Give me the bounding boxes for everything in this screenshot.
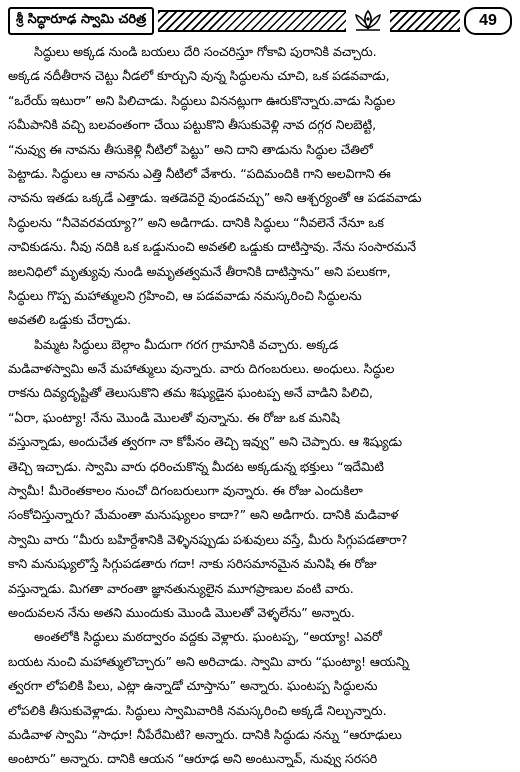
text-line: జలనిధిలో మృత్యువు నుండి అమృతత్వమనే తీరానికి దాటిస్తాను” అని పలుకగా, xyxy=(8,263,391,279)
text-line: బయట నుంచి మహాత్ములొచ్చారు” అని అరిచాడు. స్వామి వారు “ఘంట్యా! ఆయన్ని xyxy=(8,653,409,669)
text-line: సిద్ధులను “నీవెవరవయ్యా?” అని అడిగాడు. దానికి సిద్ధులు “నీవలెనే నేనూ ఒక xyxy=(8,214,384,230)
text-line: అంటారు” అన్నారు. దానికి ఆయన “ఆరూఢ అని అంటున్నావ్, నువ్వు సరసరి xyxy=(8,751,378,767)
text-line: వస్తున్నాడు. మిగతా వారంతా జ్ఞానతున్యులైన మూగప్రాణుల వంటి వారు. xyxy=(8,580,354,596)
lotus-ornament-icon xyxy=(350,7,386,35)
text-line: రాకను దివ్యదృష్టితో తెలుసుకొని తమ శిష్యుడైన ఘంటప్ప అనే వాడిని పిలిచి, xyxy=(8,385,373,401)
page-number xyxy=(464,7,512,35)
book-page xyxy=(8,6,512,767)
text-line: పిమ్మట సిద్ధులు బెల్గాం మీదుగా గరగ గ్రామానికి వచ్చారు. అక్కడ xyxy=(34,336,339,352)
text-line: తెచ్చి ఇచ్చాడు. స్వామి వారు ధరించుకొన్న మీదట అక్కడున్న భక్తులు “ఇదేమిటి xyxy=(8,458,384,474)
text-line: స్వామి వారు “మీరు బహిర్దేశానికి వెళ్ళినప్పుడు పశువులు వస్తే, మీరు సిగ్గుపడతారా? xyxy=(8,531,408,547)
text-line: “ఏరా, ఘంట్యా! నేను మొండి మొలతో వున్నాను. ఈ రోజు ఒక మనిషి xyxy=(8,409,340,425)
text-line: వస్తున్నాడు, అందుచేత త్వరగా నా కోపీనం తెచ్చి ఇవ్వు” అని చెప్పారు. ఆ శిష్యుడు xyxy=(8,434,403,450)
running-title-text: శ్రీ సిద్ధారూఢ స్వామి చరిత్ర xyxy=(16,12,147,27)
text-line: పెట్టాడు. సిద్ధులు ఆ నావను ఎత్తి నీటిలో వేశారు. “పదిమందికి గాని అలవిగాని ఈ xyxy=(8,165,391,181)
text-line: నావను ఇతడు ఒక్కడే ఎత్తాడు. ఇతడెవరై వుండవచ్చు” అని ఆశ్చర్యంతో ఆ పడవవాడు xyxy=(8,190,422,206)
text-line: అందువలన నేను అతని ముందుకు మొండి మొలతో వెళ్ళలేను” అన్నారు. xyxy=(8,604,355,620)
text-line: మడివాళ స్వామి “సాధూ! నీపేరేమిటి? అన్నారు. దానికి సిద్ధుడు నన్ను “ఆరూఢులు xyxy=(8,726,402,742)
page-header xyxy=(8,6,512,36)
text-line: సిద్ధులు గొప్ప మహాత్ములని గ్రహించి, ఆ పడవవాడు నమస్కరించి సిద్ధులను xyxy=(8,287,362,303)
text-line: సంకోచిస్తున్నారు? మేమంతా మనుష్యులం కాదా?” అని అడిగారు. దానికి మడివాళ xyxy=(8,507,399,523)
text-line: అక్కడ నదీతీరాన చెట్టు నీడలో కూర్చుని వున్న సిద్ధులను చూచి, ఒక పడవవాడు, xyxy=(8,68,390,84)
text-line: సిద్ధులు అక్కడ నుండి బయలు దేరి సంచరిస్తూ గోకావి పురానికి వచ్చారు. xyxy=(34,44,377,59)
header-hatch-left xyxy=(158,10,346,32)
text-line: స్వామీ! మీరెంతకాలం నుంచో దిగంబరులుగా వున్నారు. ఈ రోజు ఎందుకిలా xyxy=(8,483,363,499)
text-line: “ఒరేయ్ ఇటురా” అని పిలిచాడు. సిద్ధులు విననట్లుగా ఊరుకొన్నారు.వాడు సిద్ధుల xyxy=(8,92,396,108)
running-title xyxy=(8,7,154,35)
text-line: అవతలి ఒడ్డుకు చేర్చాడు. xyxy=(8,312,131,328)
text-line: మడివాళస్వామి అనే మహాత్ములు వున్నారు. వారు దిగంబరులు. అంధులు. సిద్ధుల xyxy=(8,361,395,377)
body-text xyxy=(8,40,512,772)
text-line: అంతలోకి సిద్ధులు మఠద్వారం వద్దకు వెళ్లారు. ఘంటప్ప, “అయ్యా! ఎవరో xyxy=(34,629,382,645)
text-line: “నువ్వు ఈ నావను తీసుకెళ్లి నీటిలో పెట్టు” అని దాని తాడును సిద్ధుల చేతిలో xyxy=(8,141,373,157)
text-line: లోపలికి తీసుకువెళ్లాడు. సిద్ధులు స్వామివారికి నమస్కరించి అక్కడే నిల్చున్నారు. xyxy=(8,702,387,718)
text-line: సమీపానికి వచ్చి బలవంతంగా చేయి పట్టుకొని తీసుకువెళ్లి నావ దగ్గర నిలబెట్టి, xyxy=(8,117,377,133)
text-line: త్వరగా లోపలికి పిలు, ఎట్లా ఉన్నాడో చూస్తాను” అన్నారు. ఘంటప్ప సిద్ధులను xyxy=(8,678,378,694)
text-line: కాని మనుష్యులొస్తే సిగ్గుపడతారు గదా! నాకు సరిసమానమైన మనిషి ఈ రోజు xyxy=(8,556,377,572)
text-line: నావికుడను. నీవు నదికి ఒక ఒడ్డునుంచి అవతలి ఒడ్డుకు దాటిస్తావు. నేను సంసారమనే xyxy=(8,239,416,255)
header-hatch-right xyxy=(390,10,460,32)
page-number-text: 49 xyxy=(479,12,497,29)
